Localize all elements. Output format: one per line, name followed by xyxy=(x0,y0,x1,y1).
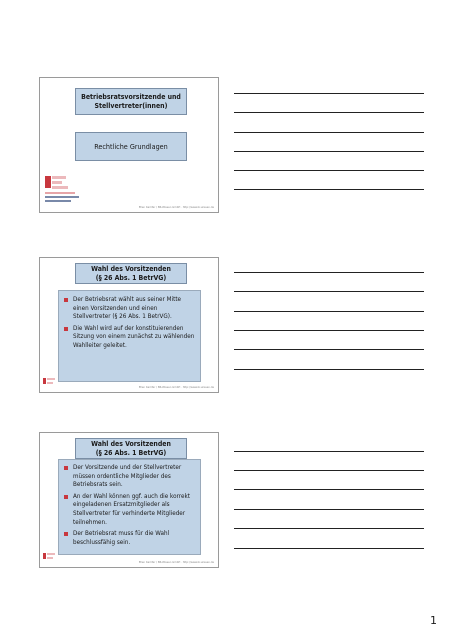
slide-2-content xyxy=(58,290,201,382)
note-line xyxy=(234,189,424,190)
slide-1-title-line-2: Stellvertreter(innen) xyxy=(94,101,168,110)
slide-3-title-line-2: (§ 26 Abs. 1 BetrVG) xyxy=(95,448,167,457)
bullet-text: Der Betriebsrat wählt aus seiner Mitte einen Vorsitzenden und einen Stellvertreter (§ 26 Abs. 1 BetrVG). xyxy=(73,296,182,321)
bullet-square-icon xyxy=(64,466,68,470)
note-line xyxy=(234,132,424,133)
note-line xyxy=(234,330,424,331)
note-line xyxy=(234,470,424,471)
bullet-item xyxy=(63,493,196,527)
slide-3-title-line-1: Wahl des Vorsitzenden xyxy=(91,439,171,448)
br-wissen-logo-small xyxy=(43,552,59,564)
note-line xyxy=(234,112,424,113)
note-line xyxy=(234,548,424,549)
note-line xyxy=(234,528,424,529)
br-wissen-logo-small xyxy=(43,377,59,389)
bullet-square-icon xyxy=(64,532,68,536)
slide-3-footer: Ellen Kamfer / BR-Wissen GmbH · http://www.br-wissen.de xyxy=(138,561,214,564)
note-line xyxy=(234,349,424,350)
bullet-item xyxy=(63,325,196,351)
note-line xyxy=(234,489,424,490)
slide-2-title xyxy=(75,263,187,284)
note-line xyxy=(234,272,424,273)
slide-1-subtitle: Rechtliche Grundlagen xyxy=(75,132,187,161)
slide-1-footer: Ellen Kamfer / BR-Wissen GmbH · http://www.br-wissen.de xyxy=(138,206,214,209)
slide-2-title-line-1: Wahl des Vorsitzenden xyxy=(91,264,171,273)
bullet-text: Die Wahl wird auf der konstituierenden Sitzung von einem zunächst zu wählenden Wahlleiter geleitet. xyxy=(73,324,195,349)
note-line xyxy=(234,311,424,312)
note-line xyxy=(234,291,424,292)
slide-1-title xyxy=(75,88,187,115)
note-line xyxy=(234,451,424,452)
slide-2-title-line-2: (§ 26 Abs. 1 BetrVG) xyxy=(95,273,167,282)
bullet-text: Der Vorsitzende und der Stellvertreter müssen ordentliche Mitglieder des Betriebsrats sein. xyxy=(73,464,182,489)
slide-3-title xyxy=(75,438,187,459)
note-line xyxy=(234,93,424,94)
bullet-square-icon xyxy=(64,298,68,302)
slide-2 xyxy=(39,257,219,393)
page-number: 1 xyxy=(430,614,437,627)
slide-3 xyxy=(39,432,219,568)
bullet-text: An der Wahl können ggf. auch die korrekt eingeladenen Ersatzmitglieder als Stellvertreter für verhinderte Mitglieder teilnehmen. xyxy=(73,492,190,526)
slide-1-title-line-1: Betriebsratsvorsitzende und xyxy=(81,92,181,101)
bullet-item xyxy=(63,530,196,547)
bullet-square-icon xyxy=(64,495,68,499)
slide-1 xyxy=(39,77,219,213)
slide-2-footer: Ellen Kamfer / BR-Wissen GmbH · http://www.br-wissen.de xyxy=(138,386,214,389)
bullet-text: Der Betriebsrat muss für die Wahl beschlussfähig sein. xyxy=(73,530,170,546)
note-line xyxy=(234,170,424,171)
bullet-square-icon xyxy=(64,327,68,331)
bullet-item xyxy=(63,464,196,490)
bullet-item xyxy=(63,296,196,322)
note-line xyxy=(234,369,424,370)
br-wissen-logo xyxy=(44,174,92,210)
note-line xyxy=(234,509,424,510)
slide-3-content xyxy=(58,459,201,555)
note-line xyxy=(234,151,424,152)
